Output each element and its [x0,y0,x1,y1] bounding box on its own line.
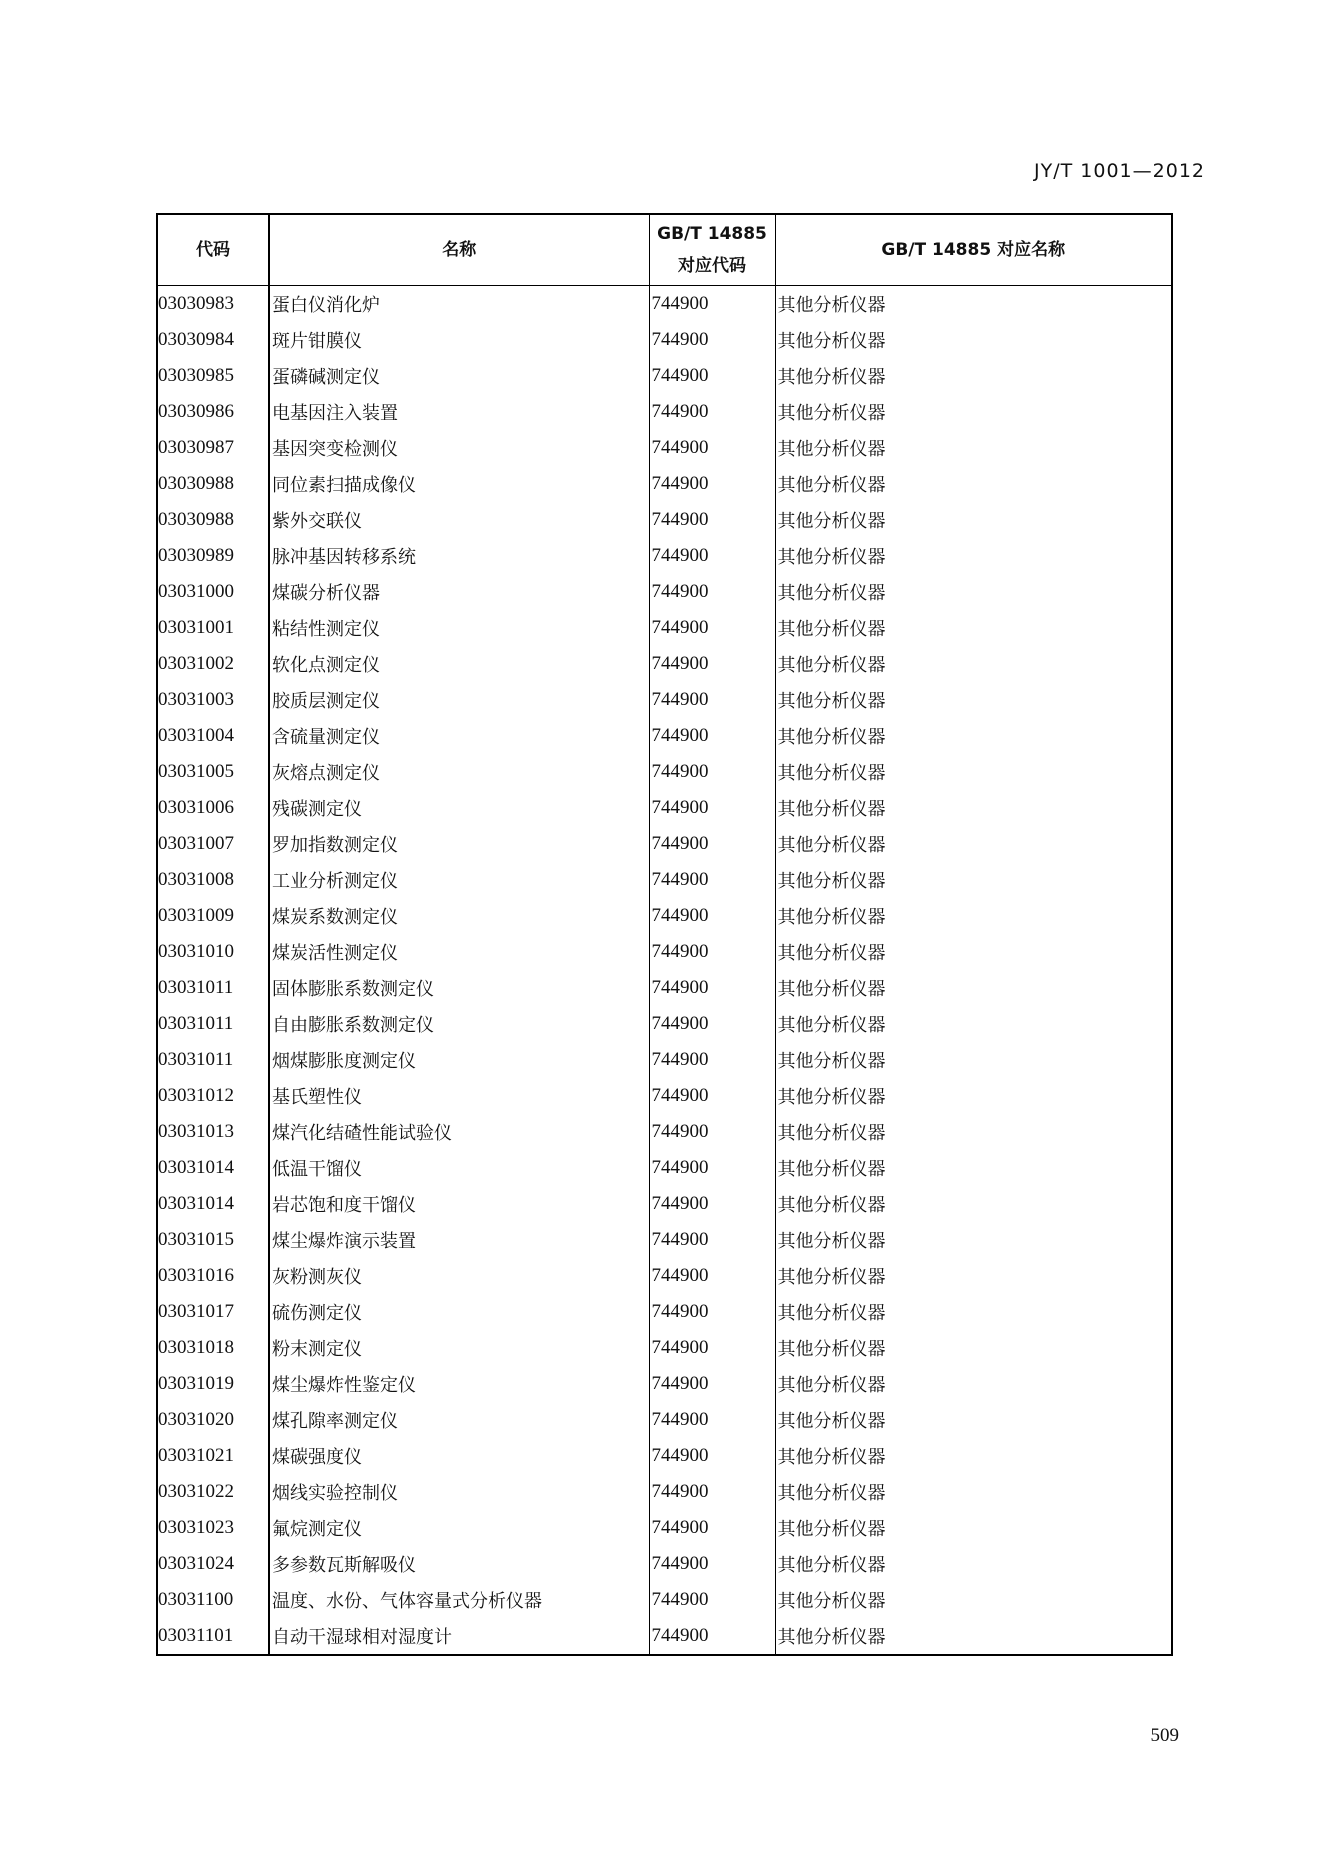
row-name: 残碳测定仪 [269,790,649,826]
table-row [157,1114,1172,1150]
row-code: 03031019 [157,1366,269,1402]
row-name: 灰粉测灰仪 [269,1258,649,1294]
row-gb-code: 744900 [649,1222,775,1258]
row-code: 03030987 [157,430,269,466]
row-gb-code: 744900 [649,1150,775,1186]
table-row [157,1078,1172,1114]
page-number: 509 [1150,1725,1179,1746]
row-code: 03031005 [157,754,269,790]
table-row [157,718,1172,754]
row-code: 03031014 [157,1186,269,1222]
row-gb-name: 其他分析仪器 [775,1006,1172,1042]
row-gb-name: 其他分析仪器 [775,1114,1172,1150]
row-gb-name: 其他分析仪器 [775,1402,1172,1438]
table-row [157,1222,1172,1258]
row-code: 03031023 [157,1510,269,1546]
row-name: 低温干馏仪 [269,1150,649,1186]
row-gb-name: 其他分析仪器 [775,610,1172,646]
table-row [157,322,1172,358]
row-name: 胶质层测定仪 [269,682,649,718]
row-code: 03031101 [157,1618,269,1655]
row-gb-code: 744900 [649,718,775,754]
table-row [157,1150,1172,1186]
row-code: 03031011 [157,1042,269,1078]
table-row [157,1330,1172,1366]
table-row [157,754,1172,790]
row-gb-name: 其他分析仪器 [775,430,1172,466]
row-name: 斑片钳膜仪 [269,322,649,358]
row-gb-name: 其他分析仪器 [775,1258,1172,1294]
row-gb-code: 744900 [649,1006,775,1042]
row-name: 烟线实验控制仪 [269,1474,649,1510]
row-gb-code: 744900 [649,1510,775,1546]
table-body [157,286,1172,1656]
equipment-code-table [156,213,1173,1656]
row-code: 03030983 [157,286,269,323]
row-gb-code: 744900 [649,754,775,790]
row-name: 多参数瓦斯解吸仪 [269,1546,649,1582]
row-name: 烟煤膨胀度测定仪 [269,1042,649,1078]
table-row [157,1474,1172,1510]
row-gb-code: 744900 [649,898,775,934]
row-code: 03031018 [157,1330,269,1366]
row-name: 蛋白仪消化炉 [269,286,649,323]
row-code: 03031002 [157,646,269,682]
row-gb-name: 其他分析仪器 [775,322,1172,358]
row-name: 氟烷测定仪 [269,1510,649,1546]
table-row [157,1546,1172,1582]
row-gb-code: 744900 [649,1258,775,1294]
table-row [157,934,1172,970]
table-row [157,1618,1172,1655]
table-row [157,682,1172,718]
row-name: 含硫量测定仪 [269,718,649,754]
row-gb-code: 744900 [649,862,775,898]
table-row [157,466,1172,502]
table-row [157,502,1172,538]
column-header-name: 名称 [269,214,649,286]
row-gb-code: 744900 [649,1330,775,1366]
table-row [157,538,1172,574]
row-name: 同位素扫描成像仪 [269,466,649,502]
row-gb-name: 其他分析仪器 [775,1546,1172,1582]
row-name: 煤碳分析仪器 [269,574,649,610]
table-row [157,1582,1172,1618]
table-row [157,970,1172,1006]
row-gb-name: 其他分析仪器 [775,790,1172,826]
row-code: 03031100 [157,1582,269,1618]
row-name: 煤碳强度仪 [269,1438,649,1474]
row-gb-name: 其他分析仪器 [775,1618,1172,1655]
row-code: 03031004 [157,718,269,754]
table-row [157,646,1172,682]
row-gb-name: 其他分析仪器 [775,1510,1172,1546]
row-gb-code: 744900 [649,646,775,682]
row-code: 03031012 [157,1078,269,1114]
table-row [157,286,1172,323]
row-gb-code: 744900 [649,574,775,610]
row-code: 03031003 [157,682,269,718]
row-gb-name: 其他分析仪器 [775,1474,1172,1510]
row-gb-name: 其他分析仪器 [775,718,1172,754]
row-gb-code: 744900 [649,826,775,862]
table-row [157,898,1172,934]
row-gb-code: 744900 [649,682,775,718]
row-gb-name: 其他分析仪器 [775,970,1172,1006]
table-row [157,1510,1172,1546]
row-code: 03031024 [157,1546,269,1582]
row-gb-code: 744900 [649,502,775,538]
row-gb-name: 其他分析仪器 [775,502,1172,538]
row-name: 软化点测定仪 [269,646,649,682]
row-gb-name: 其他分析仪器 [775,646,1172,682]
row-gb-code: 744900 [649,610,775,646]
row-gb-code: 744900 [649,1546,775,1582]
row-gb-code: 744900 [649,322,775,358]
row-name: 煤孔隙率测定仪 [269,1402,649,1438]
row-gb-code: 744900 [649,430,775,466]
table-row [157,1258,1172,1294]
row-gb-name: 其他分析仪器 [775,934,1172,970]
row-gb-name: 其他分析仪器 [775,1078,1172,1114]
row-code: 03031011 [157,970,269,1006]
row-gb-code: 744900 [649,1582,775,1618]
standard-id: JY/T 1001—2012 [1034,160,1205,182]
row-code: 03030989 [157,538,269,574]
row-gb-name: 其他分析仪器 [775,1294,1172,1330]
row-name: 煤炭系数测定仪 [269,898,649,934]
row-gb-code: 744900 [649,1114,775,1150]
row-gb-code: 744900 [649,790,775,826]
row-code: 03031015 [157,1222,269,1258]
row-code: 03031008 [157,862,269,898]
row-gb-code: 744900 [649,1042,775,1078]
row-name: 煤汽化结碴性能试验仪 [269,1114,649,1150]
row-gb-code: 744900 [649,538,775,574]
table-row [157,1366,1172,1402]
row-name: 岩芯饱和度干馏仪 [269,1186,649,1222]
row-gb-name: 其他分析仪器 [775,898,1172,934]
table-row [157,790,1172,826]
row-gb-name: 其他分析仪器 [775,1222,1172,1258]
row-code: 03031020 [157,1402,269,1438]
row-gb-name: 其他分析仪器 [775,1438,1172,1474]
row-name: 煤尘爆炸演示装置 [269,1222,649,1258]
row-name: 温度、水份、气体容量式分析仪器 [269,1582,649,1618]
table-row [157,610,1172,646]
table-header-row [157,214,1172,286]
row-gb-code: 744900 [649,1474,775,1510]
row-code: 03031016 [157,1258,269,1294]
table-row [157,1438,1172,1474]
table-row [157,862,1172,898]
row-code: 03030984 [157,322,269,358]
table-row [157,430,1172,466]
row-gb-code: 744900 [649,394,775,430]
row-code: 03030985 [157,358,269,394]
row-gb-name: 其他分析仪器 [775,466,1172,502]
row-name: 固体膨胀系数测定仪 [269,970,649,1006]
table-row [157,1294,1172,1330]
row-code: 03031013 [157,1114,269,1150]
row-name: 电基因注入装置 [269,394,649,430]
row-name: 脉冲基因转移系统 [269,538,649,574]
column-header-gb-name: GB/T 14885 对应名称 [775,214,1172,286]
table-row [157,394,1172,430]
row-gb-name: 其他分析仪器 [775,1150,1172,1186]
row-name: 灰熔点测定仪 [269,754,649,790]
row-gb-code: 744900 [649,466,775,502]
row-gb-code: 744900 [649,1078,775,1114]
row-code: 03031017 [157,1294,269,1330]
row-gb-code: 744900 [649,1294,775,1330]
row-code: 03031021 [157,1438,269,1474]
table-row [157,1186,1172,1222]
row-name: 粉末测定仪 [269,1330,649,1366]
table-row [157,1042,1172,1078]
row-name: 自动干湿球相对湿度计 [269,1618,649,1655]
column-header-code: 代码 [157,214,269,286]
row-gb-name: 其他分析仪器 [775,682,1172,718]
row-name: 蛋磷碱测定仪 [269,358,649,394]
gb-code-header-line1: GB/T 14885 [657,224,767,244]
row-gb-code: 744900 [649,1186,775,1222]
row-name: 罗加指数测定仪 [269,826,649,862]
row-name: 粘结性测定仪 [269,610,649,646]
row-code: 03031009 [157,898,269,934]
row-gb-name: 其他分析仪器 [775,1366,1172,1402]
row-gb-code: 744900 [649,286,775,323]
row-name: 基因突变检测仪 [269,430,649,466]
row-gb-name: 其他分析仪器 [775,574,1172,610]
table-row [157,358,1172,394]
row-gb-name: 其他分析仪器 [775,862,1172,898]
row-name: 自由膨胀系数测定仪 [269,1006,649,1042]
row-code: 03031007 [157,826,269,862]
row-gb-code: 744900 [649,970,775,1006]
row-gb-name: 其他分析仪器 [775,1330,1172,1366]
row-code: 03031001 [157,610,269,646]
row-code: 03031011 [157,1006,269,1042]
row-code: 03031010 [157,934,269,970]
table-row [157,574,1172,610]
row-gb-name: 其他分析仪器 [775,1582,1172,1618]
table-row [157,1402,1172,1438]
row-gb-name: 其他分析仪器 [775,358,1172,394]
gb-code-header-line2: 对应代码 [678,256,746,276]
row-code: 03030986 [157,394,269,430]
row-name: 基氏塑性仪 [269,1078,649,1114]
row-gb-name: 其他分析仪器 [775,1186,1172,1222]
row-code: 03030988 [157,466,269,502]
row-gb-name: 其他分析仪器 [775,754,1172,790]
row-name: 煤尘爆炸性鉴定仪 [269,1366,649,1402]
row-gb-code: 744900 [649,1618,775,1655]
column-header-gb-code [649,214,775,286]
row-gb-code: 744900 [649,934,775,970]
row-code: 03031022 [157,1474,269,1510]
row-code: 03031014 [157,1150,269,1186]
row-gb-name: 其他分析仪器 [775,1042,1172,1078]
table-row [157,826,1172,862]
row-gb-code: 744900 [649,1438,775,1474]
row-name: 煤炭活性测定仪 [269,934,649,970]
row-code: 03031006 [157,790,269,826]
table-row [157,1006,1172,1042]
row-name: 硫伤测定仪 [269,1294,649,1330]
row-gb-code: 744900 [649,1366,775,1402]
row-code: 03030988 [157,502,269,538]
row-gb-name: 其他分析仪器 [775,826,1172,862]
row-name: 工业分析测定仪 [269,862,649,898]
row-gb-code: 744900 [649,358,775,394]
row-gb-name: 其他分析仪器 [775,538,1172,574]
row-gb-code: 744900 [649,1402,775,1438]
row-gb-name: 其他分析仪器 [775,286,1172,323]
row-gb-name: 其他分析仪器 [775,394,1172,430]
row-code: 03031000 [157,574,269,610]
row-name: 紫外交联仪 [269,502,649,538]
